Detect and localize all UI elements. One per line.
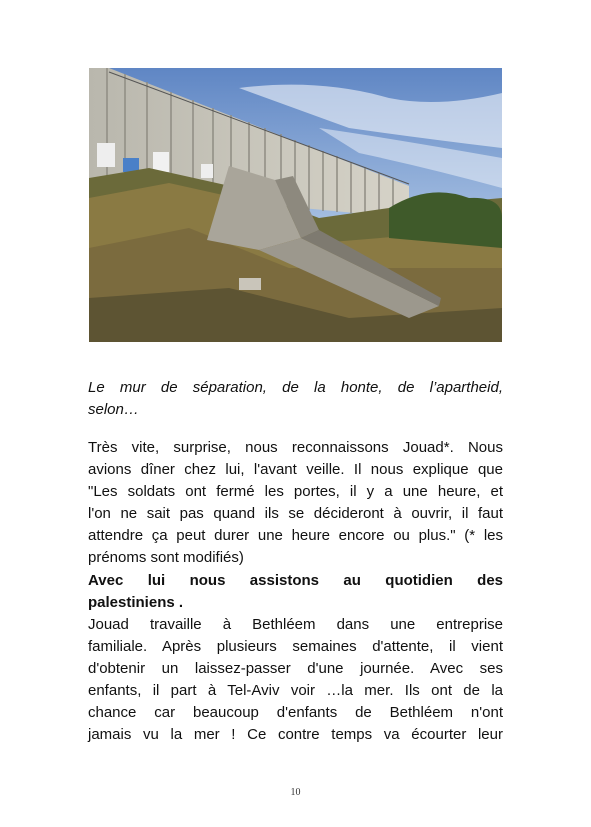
text-line: prénoms sont modifiés) bbox=[88, 549, 244, 566]
text-line: familiale. Après plusieurs semaines d'attente, il vient bbox=[88, 638, 503, 655]
paragraph bbox=[88, 437, 503, 569]
bold-heading-paragraph bbox=[88, 570, 503, 614]
text-line: attendre ça peut durer une heure encore ou plus." (* les bbox=[88, 527, 503, 544]
text-line: "Les soldats ont fermé les portes, il y a une heure, et bbox=[88, 483, 503, 500]
wall-photo bbox=[89, 68, 502, 342]
text-line: palestiniens . bbox=[88, 594, 184, 611]
text-line: Jouad travaille à Bethléem dans une entreprise bbox=[88, 616, 503, 633]
text-line: jamais vu la mer ! Ce contre temps va écourter leur bbox=[88, 726, 503, 743]
caption-line: Le mur de séparation, de la honte, de l’apartheid, bbox=[88, 379, 503, 396]
text-line: avions dîner chez lui, l'avant veille. Il nous explique que bbox=[88, 461, 503, 478]
text-line: l'on ne sait pas quand ils se décideront à ouvrir, il faut bbox=[88, 505, 503, 522]
text-line: Très vite, surprise, nous reconnaissons Jouad*. Nous bbox=[88, 439, 503, 456]
text-line: chance car beaucoup d'enfants de Bethléem n'ont bbox=[88, 704, 503, 721]
text-line: d'obtenir un laissez-passer d'une journée. Avec ses bbox=[88, 660, 503, 677]
paragraph bbox=[88, 614, 503, 746]
page-number: 10 bbox=[290, 787, 301, 798]
text-line: enfants, il part à Tel-Aviv voir …la mer. Ils ont de la bbox=[88, 682, 503, 699]
text-line: Avec lui nous assistons au quotidien des bbox=[88, 572, 503, 589]
photo-caption bbox=[88, 377, 503, 421]
caption-line: selon… bbox=[88, 401, 139, 418]
